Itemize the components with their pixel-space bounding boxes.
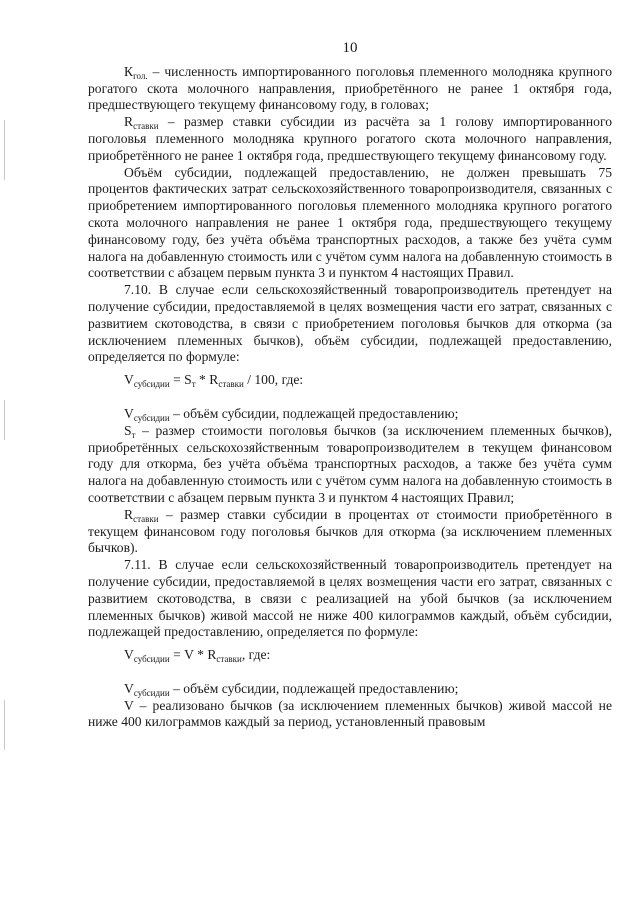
paragraph-r-stavki-percent [88, 507, 612, 557]
paragraph-r-stavki [88, 114, 612, 164]
symbol-subscript: т [131, 429, 136, 440]
symbol-subscript: ставки [133, 513, 159, 524]
scan-edge-mark [4, 700, 5, 750]
symbol: V [124, 680, 134, 696]
symbol-subscript: ставки [133, 121, 159, 132]
paragraph-text: – размер ставки субсидии из расчёта за 1 голову импортированного поголовья племенного молодняка крупного рогатого скота молочного направления, приобретённого не ранее 1 октября года, предшествующего текущему финансовому году. [88, 114, 612, 163]
symbol-subscript: гол. [133, 70, 148, 81]
paragraph-text: – численность импортированного поголовья племенного молодняка крупного рогатого скота молочного направления, приобретённого не ранее 1 октября года, предшествующего текущему финансовому году, в головах; [88, 63, 612, 113]
symbol: К [124, 63, 134, 79]
paragraph-text: – размер стоимости поголовья бычков (за исключением племенных бычков), приобретённых сельскохозяйственным товаропроизводителем в текущем финансовом году для откорма, без учёта объёма транспортных расходов, а также без учёта сумм налога на добавленную стоимость или с учётом сумм налога на добавленную стоимость в соответствии с абзацем первым пункта 3 и пунктом 4 настоящих Правил; [88, 422, 612, 505]
symbol: R [124, 506, 134, 522]
paragraph-7-11: 7.11. В случае если сельскохозяйственный товаропроизводитель претендует на получение субсидии, предоставляемой в целях возмещения части его затрат, связанных с развитием скотоводства, в связи с реализацией на убой бычков (за исключением племенных бычков) живой массой не ниже 400 килограммов каждый, объём субсидии, подлежащей предоставлению, определяется по формуле: [88, 557, 612, 640]
paragraph-7-10: 7.10. В случае если сельскохозяйственный товаропроизводитель претендует на получение субсидии, предоставляемой в целях возмещения части его затрат, связанных с развитием скотоводства, в связи с приобретением поголовья бычков для откорма (за исключением племенных бычков), объём субсидии, подлежащей предоставлению, определяется по формуле: [88, 282, 612, 365]
symbol: R [124, 114, 134, 130]
paragraph-k-gol [88, 64, 612, 114]
symbol: V [124, 405, 134, 421]
symbol-subscript: субсидии [133, 412, 170, 423]
scan-edge-mark [4, 120, 5, 180]
paragraph-v-realized: V – реализовано бычков (за исключением племенных бычков) живой массой не ниже 400 килограммов каждый за период, установленный правовым [88, 697, 612, 730]
paragraph-text: – объём субсидии, подлежащей предоставлению; [169, 405, 459, 421]
paragraph-v-subsidii [88, 406, 612, 423]
page-number: 10 [342, 40, 358, 56]
formula-7-10: $V_{субсидии} = S_т * R_{ставки} / 100$, где: [124, 372, 304, 390]
symbol-subscript: субсидии [133, 687, 170, 698]
paragraph-text: – объём субсидии, подлежащей предоставлению; [169, 680, 459, 696]
paragraph-v-subsidii-2 [88, 681, 612, 698]
symbol: S [124, 422, 132, 438]
scan-edge-mark [4, 400, 5, 440]
formula-7-11: $V_{субсидии} = V * R_{ставки}$, где: [124, 647, 271, 665]
paragraph-text: – размер ставки субсидии в процентах от стоимости приобретённого в текущем финансовом году поголовья бычков для откорма (за исключением племенных бычков). [88, 506, 612, 556]
document-page [88, 40, 612, 731]
paragraph-subsidy-limit: Объём субсидии, подлежащей предоставлению, не должен превышать 75 процентов фактических затрат сельскохозяйственного товаропроизводителя, связанных с приобретением импортированного поголовья племенного молодняка крупного рогатого скота молочного направления не ранее 1 октября года, предшествующего текущему финансовому году, без учёта объёма транспортных расходов, а также без учёта сумм налога на добавленную стоимость или с учётом сумм налога на добавленную стоимость в соответствии с абзацем первым пункта 3 и пунктом 4 настоящих Правил. [88, 164, 612, 281]
paragraph-s-t [88, 423, 612, 507]
